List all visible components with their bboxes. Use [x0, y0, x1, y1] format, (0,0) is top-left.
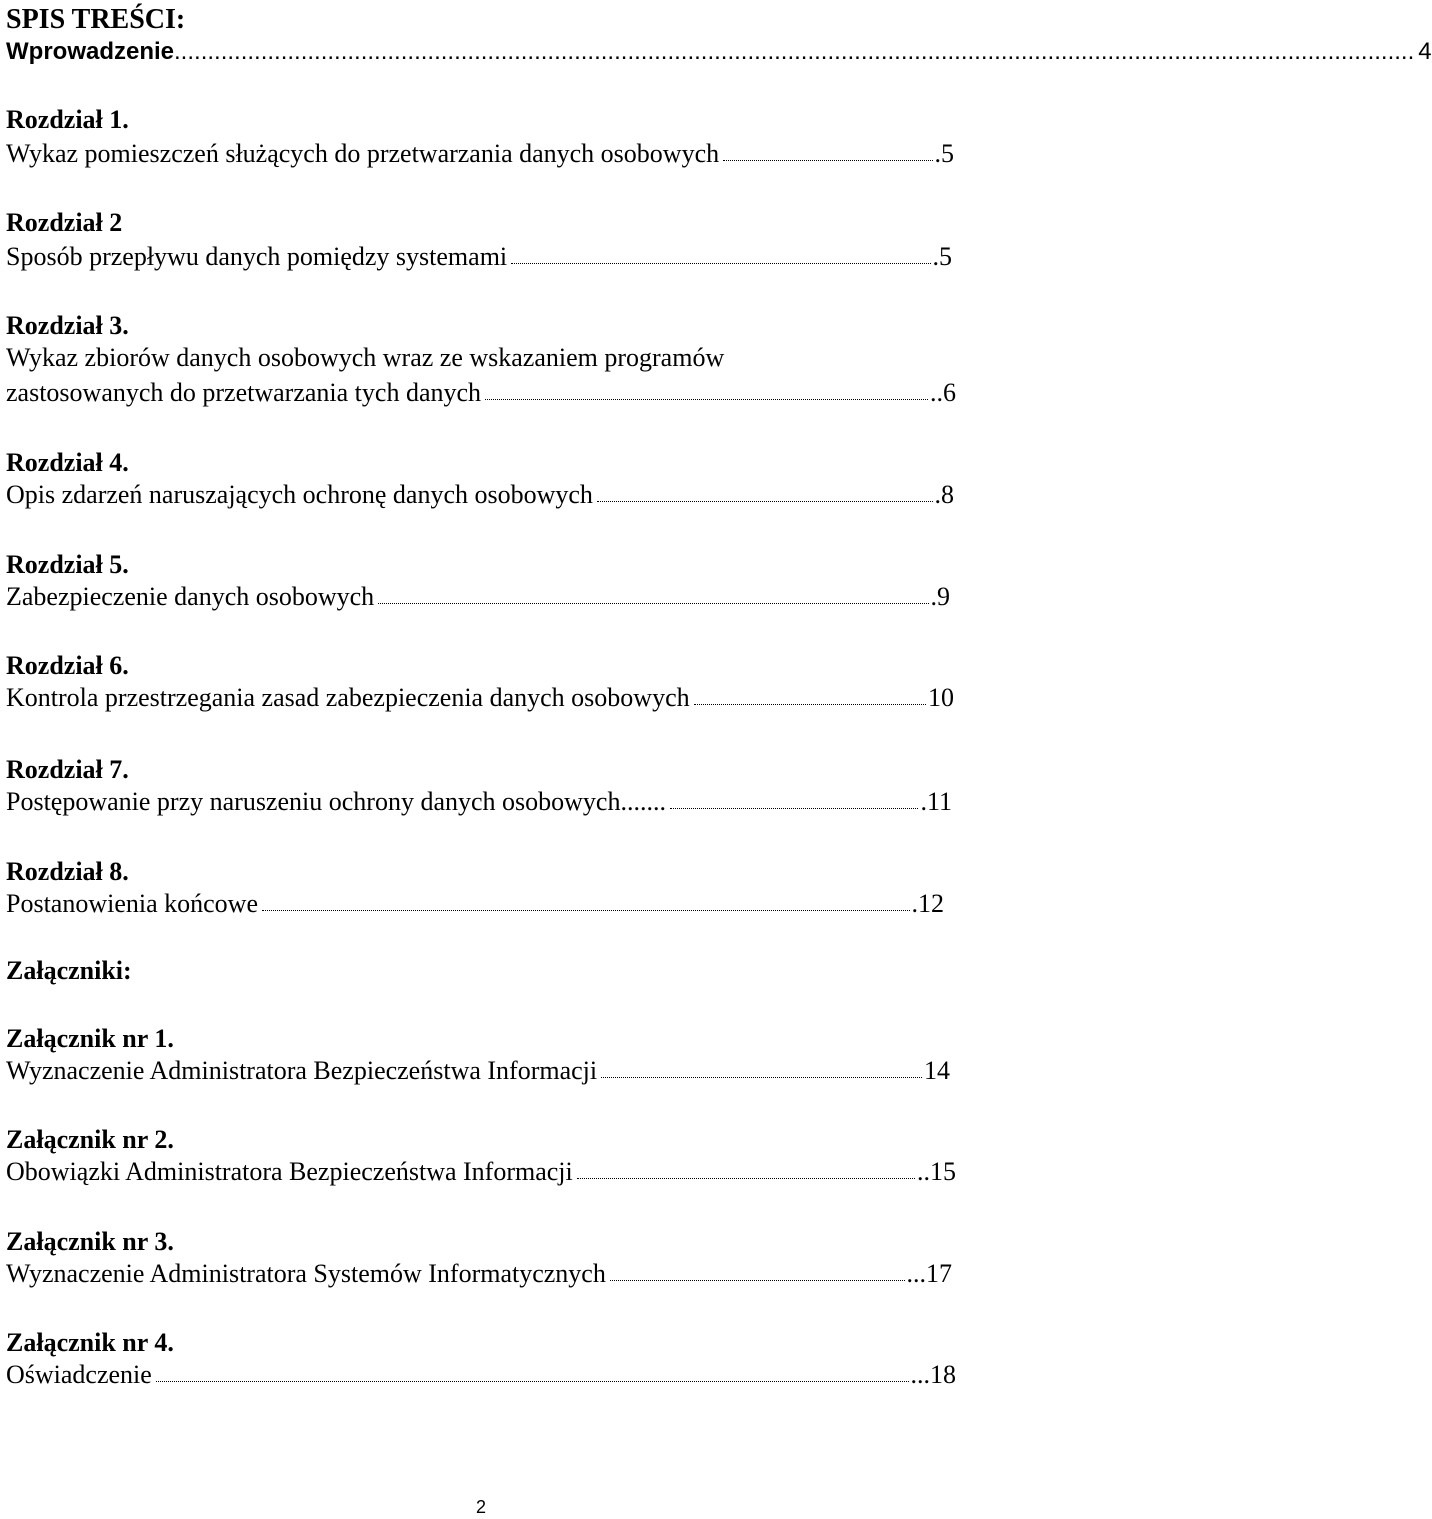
toc-heading-chapter-3: Rozdział 3. [6, 311, 129, 340]
toc-entry-chapter-5-page: .9 [930, 582, 950, 611]
toc-entry-chapter-7-page: .11 [920, 787, 952, 816]
toc-entry-chapter-2-title: Sposób przepływu danych pomiędzy systemami [6, 242, 508, 271]
toc-leader [511, 263, 930, 264]
toc-entry-attachment-2[interactable] [6, 1159, 956, 1185]
toc-entry-chapter-8-page: .12 [911, 889, 944, 918]
toc-entry-chapter-1-page: .5 [934, 139, 954, 168]
toc-heading-attachment-4: Załącznik nr 4. [6, 1328, 174, 1357]
toc-entry-intro-dots: .......................................................................................................................................................................................... [174, 38, 1415, 65]
toc-entry-chapter-5-title: Zabezpieczenie danych osobowych [6, 582, 375, 611]
toc-attachments-heading: Załączniki: [6, 956, 132, 985]
toc-entry-chapter-8[interactable] [6, 891, 944, 917]
toc-title: SPIS TREŚCI: [6, 4, 186, 35]
toc-entry-chapter-4-title: Opis zdarzeń naruszających ochronę danych osobowych [6, 480, 593, 509]
toc-entry-chapter-7[interactable] [6, 789, 952, 815]
toc-leader [597, 501, 933, 502]
toc-entry-intro-label: Wprowadzenie [6, 38, 175, 65]
toc-heading-chapter-4: Rozdział 4. [6, 448, 129, 477]
toc-entry-attachment-1[interactable] [6, 1058, 950, 1084]
toc-leader [694, 704, 926, 705]
toc-entry-chapter-6-title: Kontrola przestrzegania zasad zabezpieczenia danych osobowych [6, 683, 690, 712]
toc-entry-attachment-3[interactable] [6, 1261, 952, 1287]
toc-entry-attachment-1-title: Wyznaczenie Administratora Bezpieczeństwa Informacji [6, 1056, 598, 1085]
toc-heading-chapter-6: Rozdział 6. [6, 651, 129, 680]
toc-leader [577, 1178, 915, 1179]
toc-heading-chapter-2: Rozdział 2 [6, 208, 123, 237]
toc-leader [156, 1381, 909, 1382]
toc-entry-attachment-3-title: Wyznaczenie Administratora Systemów Informatycznych [6, 1259, 606, 1288]
toc-entry-intro[interactable] [6, 38, 1432, 65]
toc-heading-chapter-5: Rozdział 5. [6, 550, 129, 579]
toc-entry-chapter-6[interactable] [6, 685, 954, 711]
toc-entry-chapter-1-title: Wykaz pomieszczeń służących do przetwarzania danych osobowych [6, 139, 720, 168]
toc-entry-attachment-4[interactable] [6, 1362, 956, 1388]
toc-leader [670, 808, 919, 809]
toc-entry-attachment-1-page: 14 [924, 1056, 950, 1085]
toc-entry-chapter-3-title-line-2: zastosowanych do przetwarzania tych danych [6, 378, 482, 407]
toc-leader [610, 1280, 905, 1281]
toc-leader [485, 399, 928, 400]
toc-entry-chapter-2[interactable] [6, 244, 952, 270]
toc-entry-intro-page: 4 [1418, 38, 1432, 65]
toc-leader [378, 603, 928, 604]
toc-heading-attachment-3: Załącznik nr 3. [6, 1227, 174, 1256]
toc-entry-attachment-3-page: ...17 [906, 1259, 952, 1288]
toc-heading-chapter-8: Rozdział 8. [6, 857, 129, 886]
toc-entry-attachment-2-page: ..15 [917, 1157, 956, 1186]
toc-heading-attachment-2: Załącznik nr 2. [6, 1125, 174, 1154]
toc-entry-chapter-4[interactable] [6, 482, 954, 508]
toc-entry-chapter-5[interactable] [6, 584, 950, 610]
toc-heading-attachment-1: Załącznik nr 1. [6, 1024, 174, 1053]
toc-entry-chapter-1[interactable] [6, 141, 954, 167]
toc-leader [262, 910, 909, 911]
toc-entry-chapter-8-title: Postanowienia końcowe [6, 889, 259, 918]
toc-entry-chapter-3[interactable] [6, 380, 956, 406]
toc-entry-chapter-7-title: Postępowanie przy naruszeniu ochrony danych osobowych....... [6, 787, 666, 816]
toc-entry-chapter-4-page: .8 [934, 480, 954, 509]
toc-leader [723, 160, 932, 161]
page-number: 2 [476, 1497, 487, 1517]
toc-entry-attachment-4-title: Oświadczenie [6, 1360, 152, 1389]
toc-heading-chapter-1: Rozdział 1. [6, 105, 129, 134]
toc-entry-attachment-2-title: Obowiązki Administratora Bezpieczeństwa Informacji [6, 1157, 573, 1186]
toc-leader [601, 1077, 922, 1078]
toc-heading-chapter-7: Rozdział 7. [6, 755, 129, 784]
toc-entry-chapter-3-title-line-1: Wykaz zbiorów danych osobowych wraz ze wskazaniem programów [6, 343, 725, 372]
toc-entry-chapter-3-page: ..6 [930, 378, 956, 407]
toc-entry-chapter-6-page: 10 [928, 683, 954, 712]
toc-entry-attachment-4-page: ...18 [910, 1360, 956, 1389]
toc-entry-chapter-2-page: .5 [932, 242, 952, 271]
